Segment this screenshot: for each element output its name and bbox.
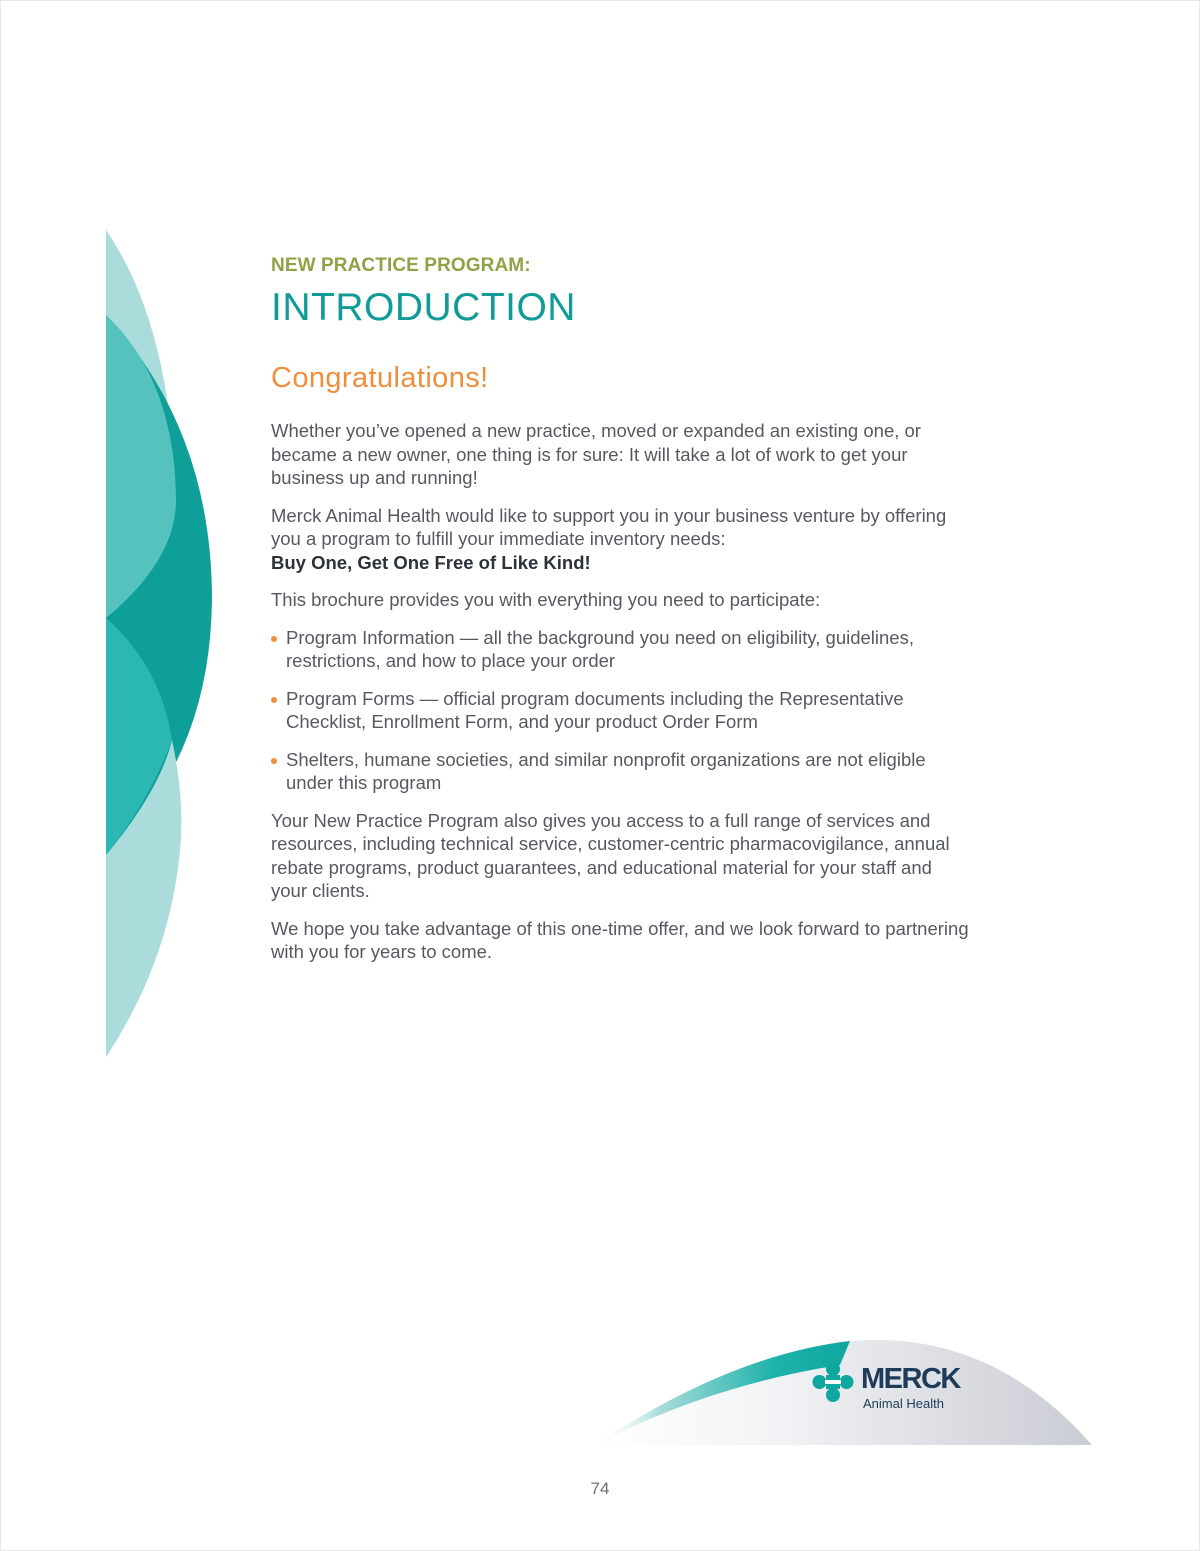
merck-logo	[812, 1359, 962, 1415]
merck-logo-mark-icon	[812, 1361, 854, 1403]
services-paragraph: Your New Practice Program also gives you access to a full range of services and resources, including technical service, customer-centric pharmacovigilance, annual rebate programs, product guarantees, and educational material for your staff and your clients.	[271, 809, 950, 901]
bullet-text: Program Forms — official program documents including the Representative Checklist, Enrollment Form, and your product Order Form	[286, 687, 904, 732]
intro-paragraph: Whether you’ve opened a new practice, moved or expanded an existing one, or became a new owner, one thing is for sure: It will take a lot of work to get your business up and running!	[271, 420, 921, 488]
bullet-dot-icon	[271, 636, 277, 642]
page-number: 74	[590, 1479, 610, 1498]
left-decorative-arcs	[0, 0, 260, 1100]
section-eyebrow: NEW PRACTICE PROGRAM:	[271, 255, 531, 276]
offer-highlight: Buy One, Get One Free of Like Kind!	[271, 551, 591, 573]
brochure-paragraph: This brochure provides you with everything you need to participate:	[271, 589, 821, 610]
main-content	[271, 254, 971, 964]
bullet-text: Program Information — all the background you need on eligibility, guidelines, restrictions, and how to place your order	[286, 626, 914, 671]
bullet-dot-icon	[271, 758, 277, 764]
list-item	[271, 687, 971, 734]
page-subtitle: Congratulations!	[271, 362, 489, 394]
page-title: INTRODUCTION	[271, 286, 576, 329]
bullet-list	[271, 626, 971, 795]
support-text: Merck Animal Health would like to support you in your business venture by offering you a program to fulfill your immediate inventory needs:	[271, 504, 947, 549]
list-item	[271, 626, 971, 673]
closing-paragraph: We hope you take advantage of this one-time offer, and we look forward to partnering with you for years to come.	[271, 917, 969, 962]
support-paragraph	[271, 504, 971, 575]
merck-logo-tagline: Animal Health	[863, 1396, 944, 1411]
merck-logo-wordmark: MERCK	[861, 1363, 960, 1395]
bullet-dot-icon	[271, 697, 277, 703]
bullet-text: Shelters, humane societies, and similar nonprofit organizations are not eligible under this program	[286, 748, 926, 793]
list-item	[271, 748, 971, 795]
